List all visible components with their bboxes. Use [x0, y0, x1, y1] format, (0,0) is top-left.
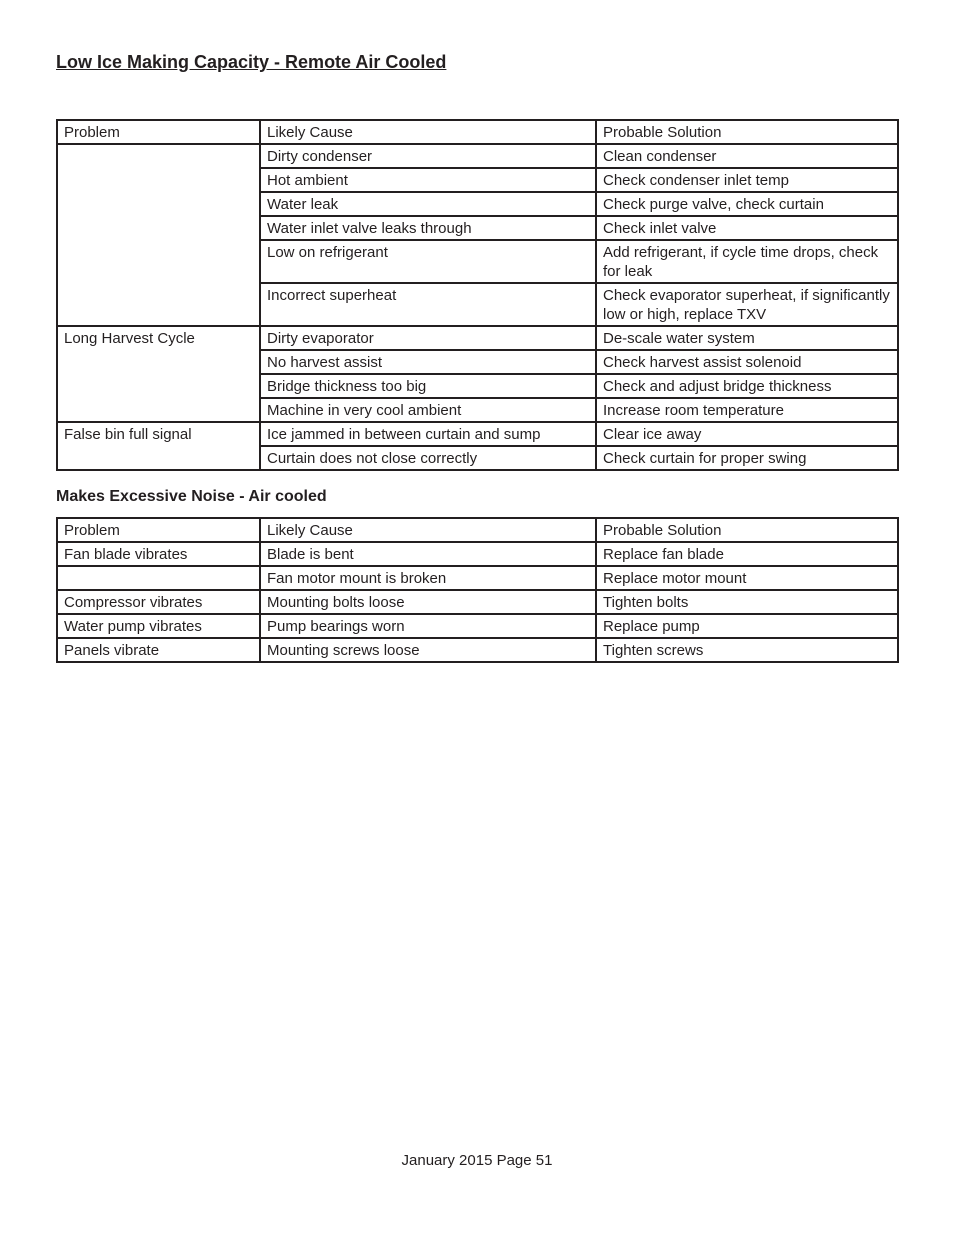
problem-cell [57, 144, 260, 326]
problem-cell: Compressor vibrates [57, 590, 260, 614]
likely-cause-cell: Hot ambient [260, 168, 596, 192]
likely-cause-cell: Blade is bent [260, 542, 596, 566]
likely-cause-cell: Machine in very cool ambient [260, 398, 596, 422]
probable-solution-cell: Clean condenser [596, 144, 898, 168]
problem-cell: Panels vibrate [57, 638, 260, 662]
likely-cause-cell: Ice jammed in between curtain and sump [260, 422, 596, 446]
probable-solution-cell: Replace pump [596, 614, 898, 638]
probable-solution-cell: Check curtain for proper swing [596, 446, 898, 470]
problem-cell: False bin full signal [57, 422, 260, 470]
section-title-low-ice: Low Ice Making Capacity - Remote Air Cooled [56, 52, 447, 72]
likely-cause-cell: No harvest assist [260, 350, 596, 374]
probable-solution-cell: Check inlet valve [596, 216, 898, 240]
probable-solution-cell: Replace fan blade [596, 542, 898, 566]
probable-solution-cell: Check evaporator superheat, if significantly low or high, replace TXV [596, 283, 898, 326]
likely-cause-cell: Curtain does not close correctly [260, 446, 596, 470]
header-problem: Problem [57, 518, 260, 542]
likely-cause-cell: Mounting bolts loose [260, 590, 596, 614]
table-header-row [57, 120, 898, 144]
probable-solution-cell: De-scale water system [596, 326, 898, 350]
likely-cause-cell: Incorrect superheat [260, 283, 596, 326]
likely-cause-cell: Pump bearings worn [260, 614, 596, 638]
header-probable-solution: Probable Solution [596, 518, 898, 542]
table-row [57, 590, 898, 614]
probable-solution-cell: Check purge valve, check curtain [596, 192, 898, 216]
likely-cause-cell: Mounting screws loose [260, 638, 596, 662]
excessive-noise-table [56, 517, 899, 663]
probable-solution-cell: Clear ice away [596, 422, 898, 446]
table-row [57, 326, 898, 350]
table-header-row [57, 518, 898, 542]
table-row [57, 422, 898, 446]
problem-cell: Fan blade vibrates [57, 542, 260, 566]
likely-cause-cell: Low on refrigerant [260, 240, 596, 283]
header-likely-cause: Likely Cause [260, 120, 596, 144]
probable-solution-cell: Check condenser inlet temp [596, 168, 898, 192]
section-title-excessive-noise: Makes Excessive Noise - Air cooled [56, 488, 327, 505]
header-problem: Problem [57, 120, 260, 144]
probable-solution-cell: Replace motor mount [596, 566, 898, 590]
probable-solution-cell: Increase room temperature [596, 398, 898, 422]
problem-cell [57, 566, 260, 590]
probable-solution-cell: Tighten screws [596, 638, 898, 662]
probable-solution-cell: Tighten bolts [596, 590, 898, 614]
likely-cause-cell: Bridge thickness too big [260, 374, 596, 398]
problem-cell: Long Harvest Cycle [57, 326, 260, 422]
header-likely-cause: Likely Cause [260, 518, 596, 542]
table-row [57, 566, 898, 590]
likely-cause-cell: Water inlet valve leaks through [260, 216, 596, 240]
problem-cell: Water pump vibrates [57, 614, 260, 638]
page-footer: January 2015 Page 51 [401, 1152, 553, 1169]
probable-solution-cell: Check and adjust bridge thickness [596, 374, 898, 398]
likely-cause-cell: Water leak [260, 192, 596, 216]
likely-cause-cell: Dirty condenser [260, 144, 596, 168]
likely-cause-cell: Fan motor mount is broken [260, 566, 596, 590]
likely-cause-cell: Dirty evaporator [260, 326, 596, 350]
probable-solution-cell: Check harvest assist solenoid [596, 350, 898, 374]
probable-solution-cell: Add refrigerant, if cycle time drops, check for leak [596, 240, 898, 283]
table-row [57, 638, 898, 662]
low-ice-capacity-table [56, 119, 899, 471]
table-row [57, 144, 898, 168]
table-row [57, 542, 898, 566]
table-row [57, 614, 898, 638]
header-probable-solution: Probable Solution [596, 120, 898, 144]
